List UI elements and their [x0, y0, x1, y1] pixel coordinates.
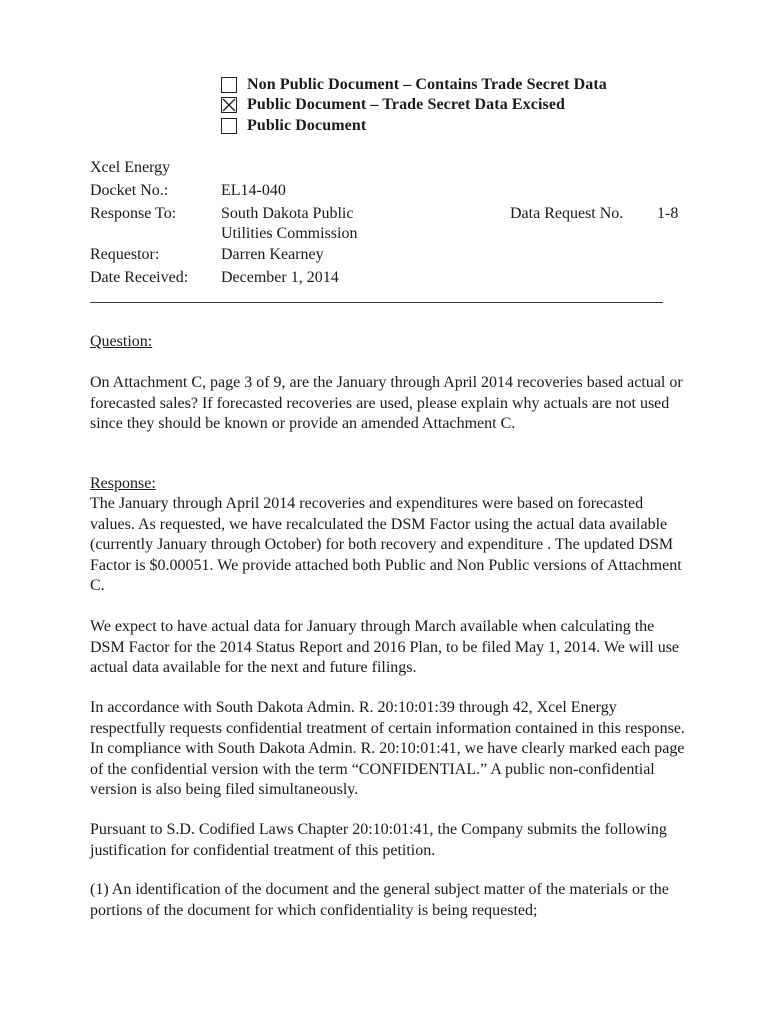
data-request-label: Data Request No. — [510, 205, 624, 222]
requestor-label: Requestor: — [90, 246, 160, 263]
checkbox-public[interactable] — [221, 118, 237, 134]
response-to-value-line2: Utilities Commission — [221, 225, 358, 242]
requestor-value: Darren Kearney — [221, 246, 324, 263]
checkbox-row-public-excised — [221, 95, 565, 115]
response-to-label: Response To: — [90, 205, 177, 222]
response-heading: Response: — [90, 475, 156, 492]
response-paragraph-4: Pursuant to S.D. Codified Laws Chapter 20:10:01:41, the Company submits the following justification for confidential treatment of this petition. — [90, 821, 667, 859]
checkbox-public-excised[interactable] — [221, 97, 237, 113]
docket-value: EL14-040 — [221, 182, 286, 199]
response-paragraph-5: (1) An identification of the document and the general subject matter of the materials or the portions of the document for which confidentiality is being requested; — [90, 881, 669, 919]
docket-label: Docket No.: — [90, 182, 169, 199]
response-paragraph-1: The January through April 2014 recoveries and expenditures were based on forecasted values. As requested, we have recalculated the DSM Factor using the actual data available (currently January through October) for both recovery and expenditure . The updated DSM Factor is $0.00051. We provide attached both Public and Non Public versions of Attachment C. — [90, 495, 682, 594]
checked-x-icon — [222, 98, 238, 114]
response-paragraph-2: We expect to have actual data for January through March available when calculating the DSM Factor for the 2014 Status Report and 2016 Plan, to be filed May 1, 2014. We will use actual data available for the next and future filings. — [90, 618, 680, 676]
date-received-value: December 1, 2014 — [221, 269, 339, 286]
checkbox-row-public — [221, 116, 366, 136]
checkbox-label-non-public: Non Public Document – Contains Trade Secret Data — [247, 76, 607, 93]
question-text: On Attachment C, page 3 of 9, are the January through April 2014 recoveries based actual or forecasted sales? If forecasted recoveries are used, please explain why actuals are not used since they should be known or provide an amended Attachment C. — [90, 374, 683, 432]
response-to-value-line1: South Dakota Public — [221, 205, 354, 222]
question-heading: Question: — [90, 333, 153, 350]
date-received-label: Date Received: — [90, 269, 189, 286]
header-divider — [90, 302, 663, 303]
checkbox-row-non-public — [221, 75, 607, 95]
checkbox-label-public-excised: Public Document – Trade Secret Data Excised — [247, 96, 566, 113]
response-paragraph-3: In accordance with South Dakota Admin. R. 20:10:01:39 through 42, Xcel Energy respectfully requests confidential treatment of certain information contained in this response. In compliance with South Dakota Admin. R. 20:10:01:41, we have clearly marked each page of the confidential version with the term “CONFIDENTIAL.” A public non-confidential version is also being filed simultaneously. — [90, 699, 685, 798]
checkbox-label-public: Public Document — [247, 117, 367, 134]
data-request-value: 1-8 — [657, 205, 679, 222]
company-name: Xcel Energy — [90, 159, 171, 176]
checkbox-non-public[interactable] — [221, 77, 237, 93]
